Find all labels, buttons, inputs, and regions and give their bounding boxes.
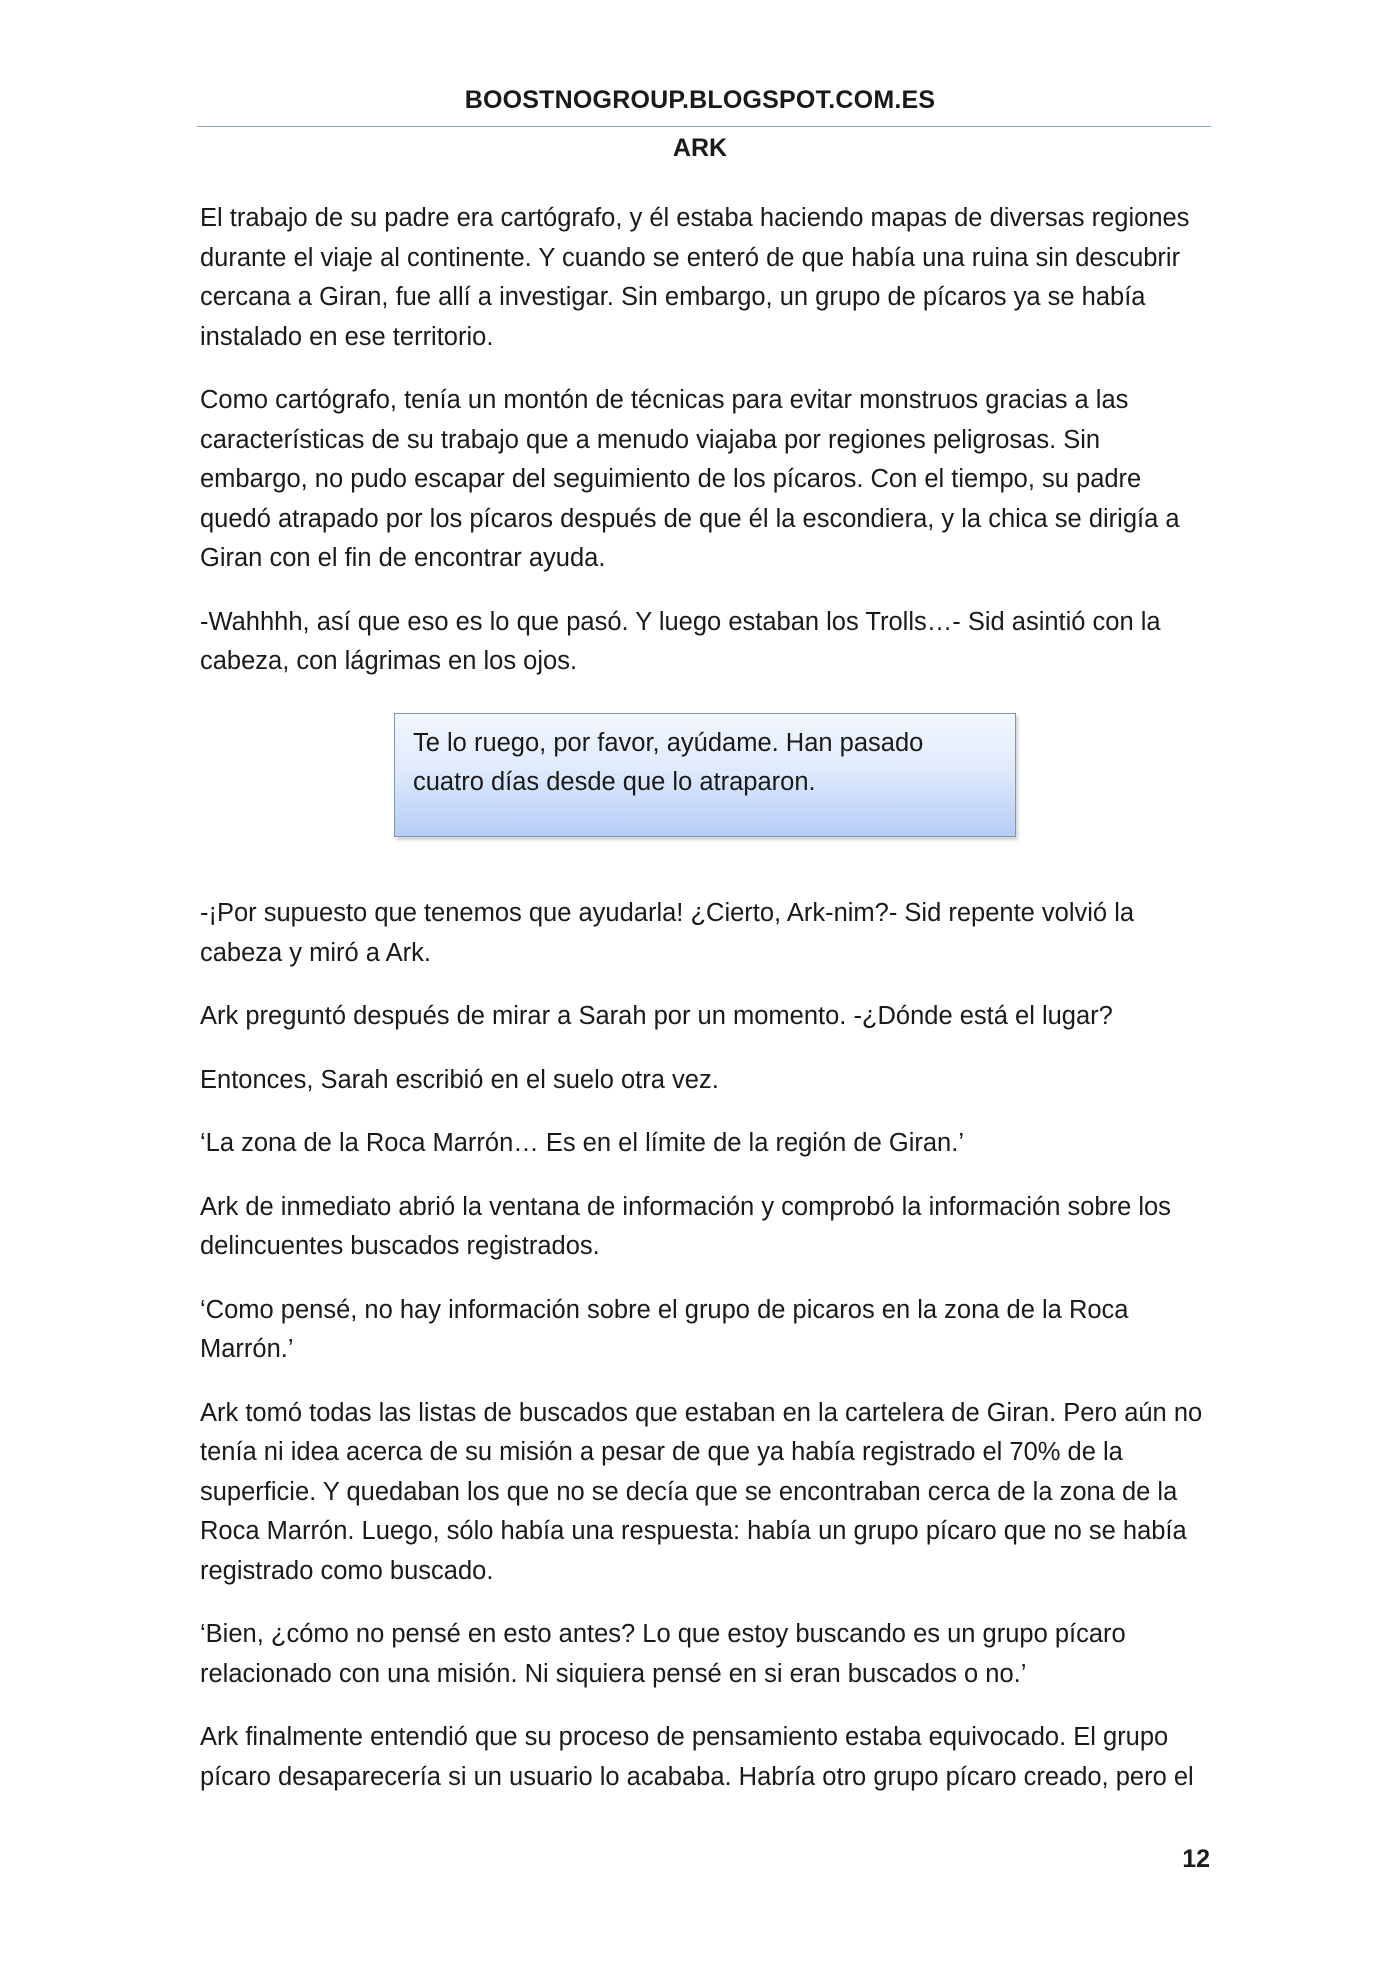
body-text-bottom <box>200 894 1212 1797</box>
paragraph: Entonces, Sarah escribió en el suelo otra vez. <box>200 1065 719 1094</box>
header-divider <box>197 126 1211 127</box>
callout-box <box>394 713 1016 837</box>
paragraph: El trabajo de su padre era cartógrafo, y él estaba haciendo mapas de diversas regiones durante el viaje al continente. Y cuando se enteró de que había una ruina sin descubrir cercana a Giran, fue allí a investigar. Sin embargo, un grupo de pícaros ya se había instalado en ese territorio. <box>200 204 1190 351</box>
paragraph: Ark preguntó después de mirar a Sarah por un momento. -¿Dónde está el lugar? <box>200 1002 1113 1030</box>
page-number: 12 <box>1182 1845 1210 1873</box>
paragraph: ‘La zona de la Roca Marrón… Es en el límite de la región de Giran.’ <box>200 1129 964 1157</box>
paragraph: Ark de inmediato abrió la ventana de información y comprobó la información sobre los delincuentes buscados registrados. <box>200 1192 1171 1260</box>
paragraph: Ark tomó todas las listas de buscados que estaban en la cartelera de Giran. Pero aún no tenía ni idea acerca de su misión a pesar de que ya había registrado el 70% de la superficie. Y quedaban los que no se decía que se encontraban cerca de la zona de la Roca Marrón. Luego, sólo había una respuesta: había un grupo pícaro que no se había registrado como buscado. <box>200 1398 1203 1585</box>
paragraph: ‘Bien, ¿cómo no pensé en esto antes? Lo que estoy buscando es un grupo pícaro relacionado con una misión. Ni siquiera pensé en si eran buscados o no.’ <box>200 1620 1126 1688</box>
paragraph: -Wahhhh, así que eso es lo que pasó. Y luego estaban los Trolls…- Sid asintió con la cabeza, con lágrimas en los ojos. <box>200 607 1161 675</box>
paragraph: ‘Como pensé, no hay información sobre el grupo de picaros en la zona de la Roca Marrón.’ <box>200 1295 1129 1363</box>
callout-text: Te lo ruego, por favor, ayúdame. Han pasado cuatro días desde que lo atraparon. <box>413 729 924 796</box>
header-site-name: BOOSTNOGROUP.BLOGSPOT.COM.ES <box>464 86 936 114</box>
paragraph: Como cartógrafo, tenía un montón de técnicas para evitar monstruos gracias a las características de su trabajo que a menudo viajaba por regiones peligrosas. Sin embargo, no pudo escapar del seguimiento de los pícaros. Con el tiempo, su padre quedó atrapado por los pícaros después de que él la escondiera, y la chica se dirigía a Giran con el fin de encontrar ayuda. <box>200 386 1180 572</box>
paragraph: Ark finalmente entendió que su proceso de pensamiento estaba equivocado. El grupo pícaro desaparecería si un usuario lo acababa. Habría otro grupo pícaro creado, pero el <box>200 1723 1194 1791</box>
header-book-title: ARK <box>672 134 728 162</box>
paragraph: -¡Por supuesto que tenemos que ayudarla! ¿Cierto, Ark-nim?- Sid repente volvió la cabeza y miró a Ark. <box>200 899 1135 967</box>
body-text-top <box>200 199 1212 682</box>
